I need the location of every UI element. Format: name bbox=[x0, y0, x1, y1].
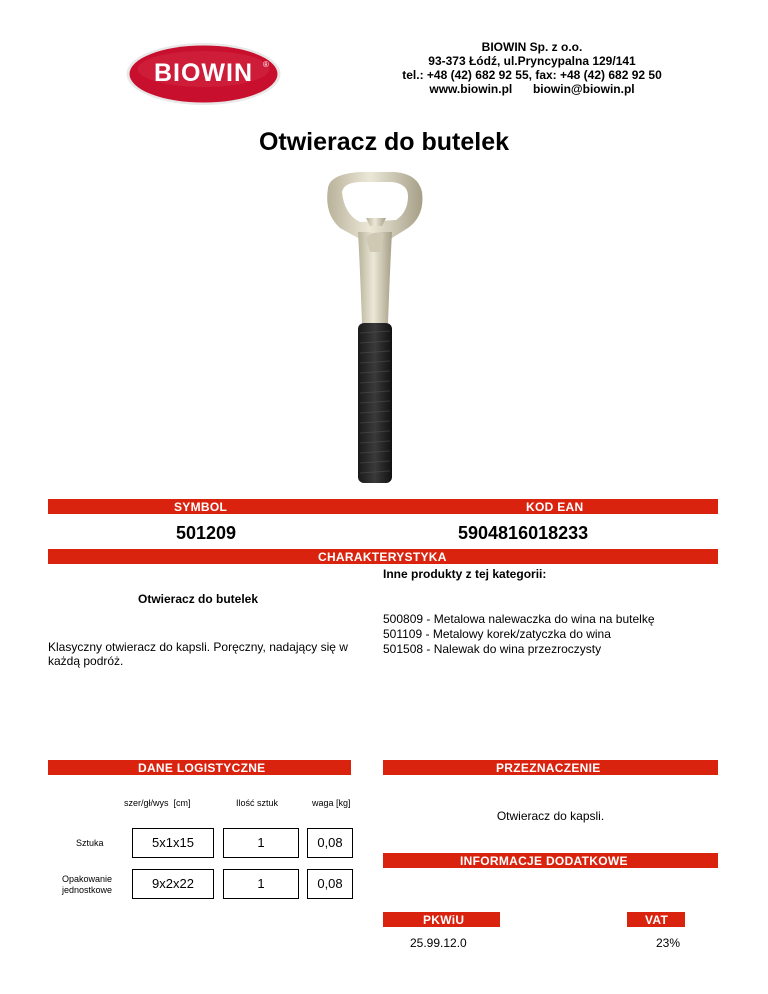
company-website[interactable]: www.biowin.pl bbox=[429, 82, 513, 96]
pkwiu-header-bar bbox=[383, 912, 500, 927]
ids-header-bar bbox=[48, 499, 718, 514]
symbol-value: 501209 bbox=[176, 523, 237, 543]
piece-weight: 0,08 bbox=[307, 828, 353, 858]
piece-quantity: 1 bbox=[223, 828, 299, 858]
company-name: BIOWIN Sp. z o.o. bbox=[481, 40, 583, 54]
company-phones: tel.: +48 (42) 682 92 55, fax: +48 (42) 682 92 50 bbox=[402, 68, 662, 82]
vat-value: 23% bbox=[656, 936, 681, 950]
additional-info-header-bar bbox=[383, 853, 718, 868]
package-dimensions: 9x2x22 bbox=[132, 869, 214, 899]
pkwiu-value: 25.99.12.0 bbox=[410, 936, 467, 950]
vat-label: VAT bbox=[645, 913, 669, 927]
purpose-label: PRZEZNACZENIE bbox=[496, 761, 601, 775]
column-dimensions: szer/gł/wys [cm] bbox=[124, 798, 191, 808]
related-products-title: Inne produkty z tej kategorii: bbox=[383, 567, 547, 581]
piece-dimensions: 5x1x15 bbox=[132, 828, 214, 858]
row-label-unit-package: Opakowanie jednostkowe bbox=[61, 874, 113, 895]
logistics-header-bar bbox=[48, 760, 351, 775]
characteristics-label: CHARAKTERYSTYKA bbox=[318, 550, 447, 564]
company-email[interactable]: biowin@biowin.pl bbox=[532, 82, 635, 96]
related-product-item[interactable]: 501508 - Nalewak do wina przezroczysty bbox=[383, 642, 602, 656]
column-weight: waga [kg] bbox=[312, 798, 351, 808]
vat-header-bar bbox=[627, 912, 685, 927]
additional-info-label: INFORMACJE DODATKOWE bbox=[460, 854, 628, 868]
product-title: Otwieracz do butelek bbox=[258, 128, 510, 156]
row-label-piece: Sztuka bbox=[76, 838, 104, 848]
company-address: 93-373 Łódź, ul.Pryncypalna 129/141 bbox=[428, 54, 636, 68]
purpose-text: Otwieracz do kapsli. bbox=[496, 809, 605, 823]
product-description: Klasyczny otwieracz do kapsli. Poręczny, nadający się w każdą podróż. bbox=[48, 640, 348, 668]
ean-label: KOD EAN bbox=[526, 500, 584, 514]
purpose-header-bar bbox=[383, 760, 718, 775]
package-quantity: 1 bbox=[223, 869, 299, 899]
company-info bbox=[372, 40, 692, 96]
company-web-mail bbox=[372, 82, 692, 96]
logo-registered-mark: ® bbox=[263, 60, 269, 69]
related-product-item[interactable]: 501109 - Metalowy korek/zatyczka do wina bbox=[383, 627, 611, 641]
characteristics-product-name: Otwieracz do butelek bbox=[138, 592, 259, 606]
related-product-item[interactable]: 500809 - Metalowa nalewaczka do wina na butelkę bbox=[383, 612, 655, 626]
logistics-label: DANE LOGISTYCZNE bbox=[138, 761, 266, 775]
pkwiu-label: PKWiU bbox=[423, 913, 465, 927]
logo-text: BIOWIN bbox=[153, 59, 254, 87]
characteristics-header-bar bbox=[48, 549, 718, 564]
company-logo bbox=[125, 42, 282, 106]
bottle-opener-icon bbox=[300, 168, 450, 488]
package-weight: 0,08 bbox=[307, 869, 353, 899]
column-quantity: Ilość sztuk bbox=[236, 798, 279, 808]
ean-value: 5904816018233 bbox=[458, 523, 589, 543]
related-products-list bbox=[383, 612, 655, 657]
symbol-label: SYMBOL bbox=[174, 500, 228, 514]
